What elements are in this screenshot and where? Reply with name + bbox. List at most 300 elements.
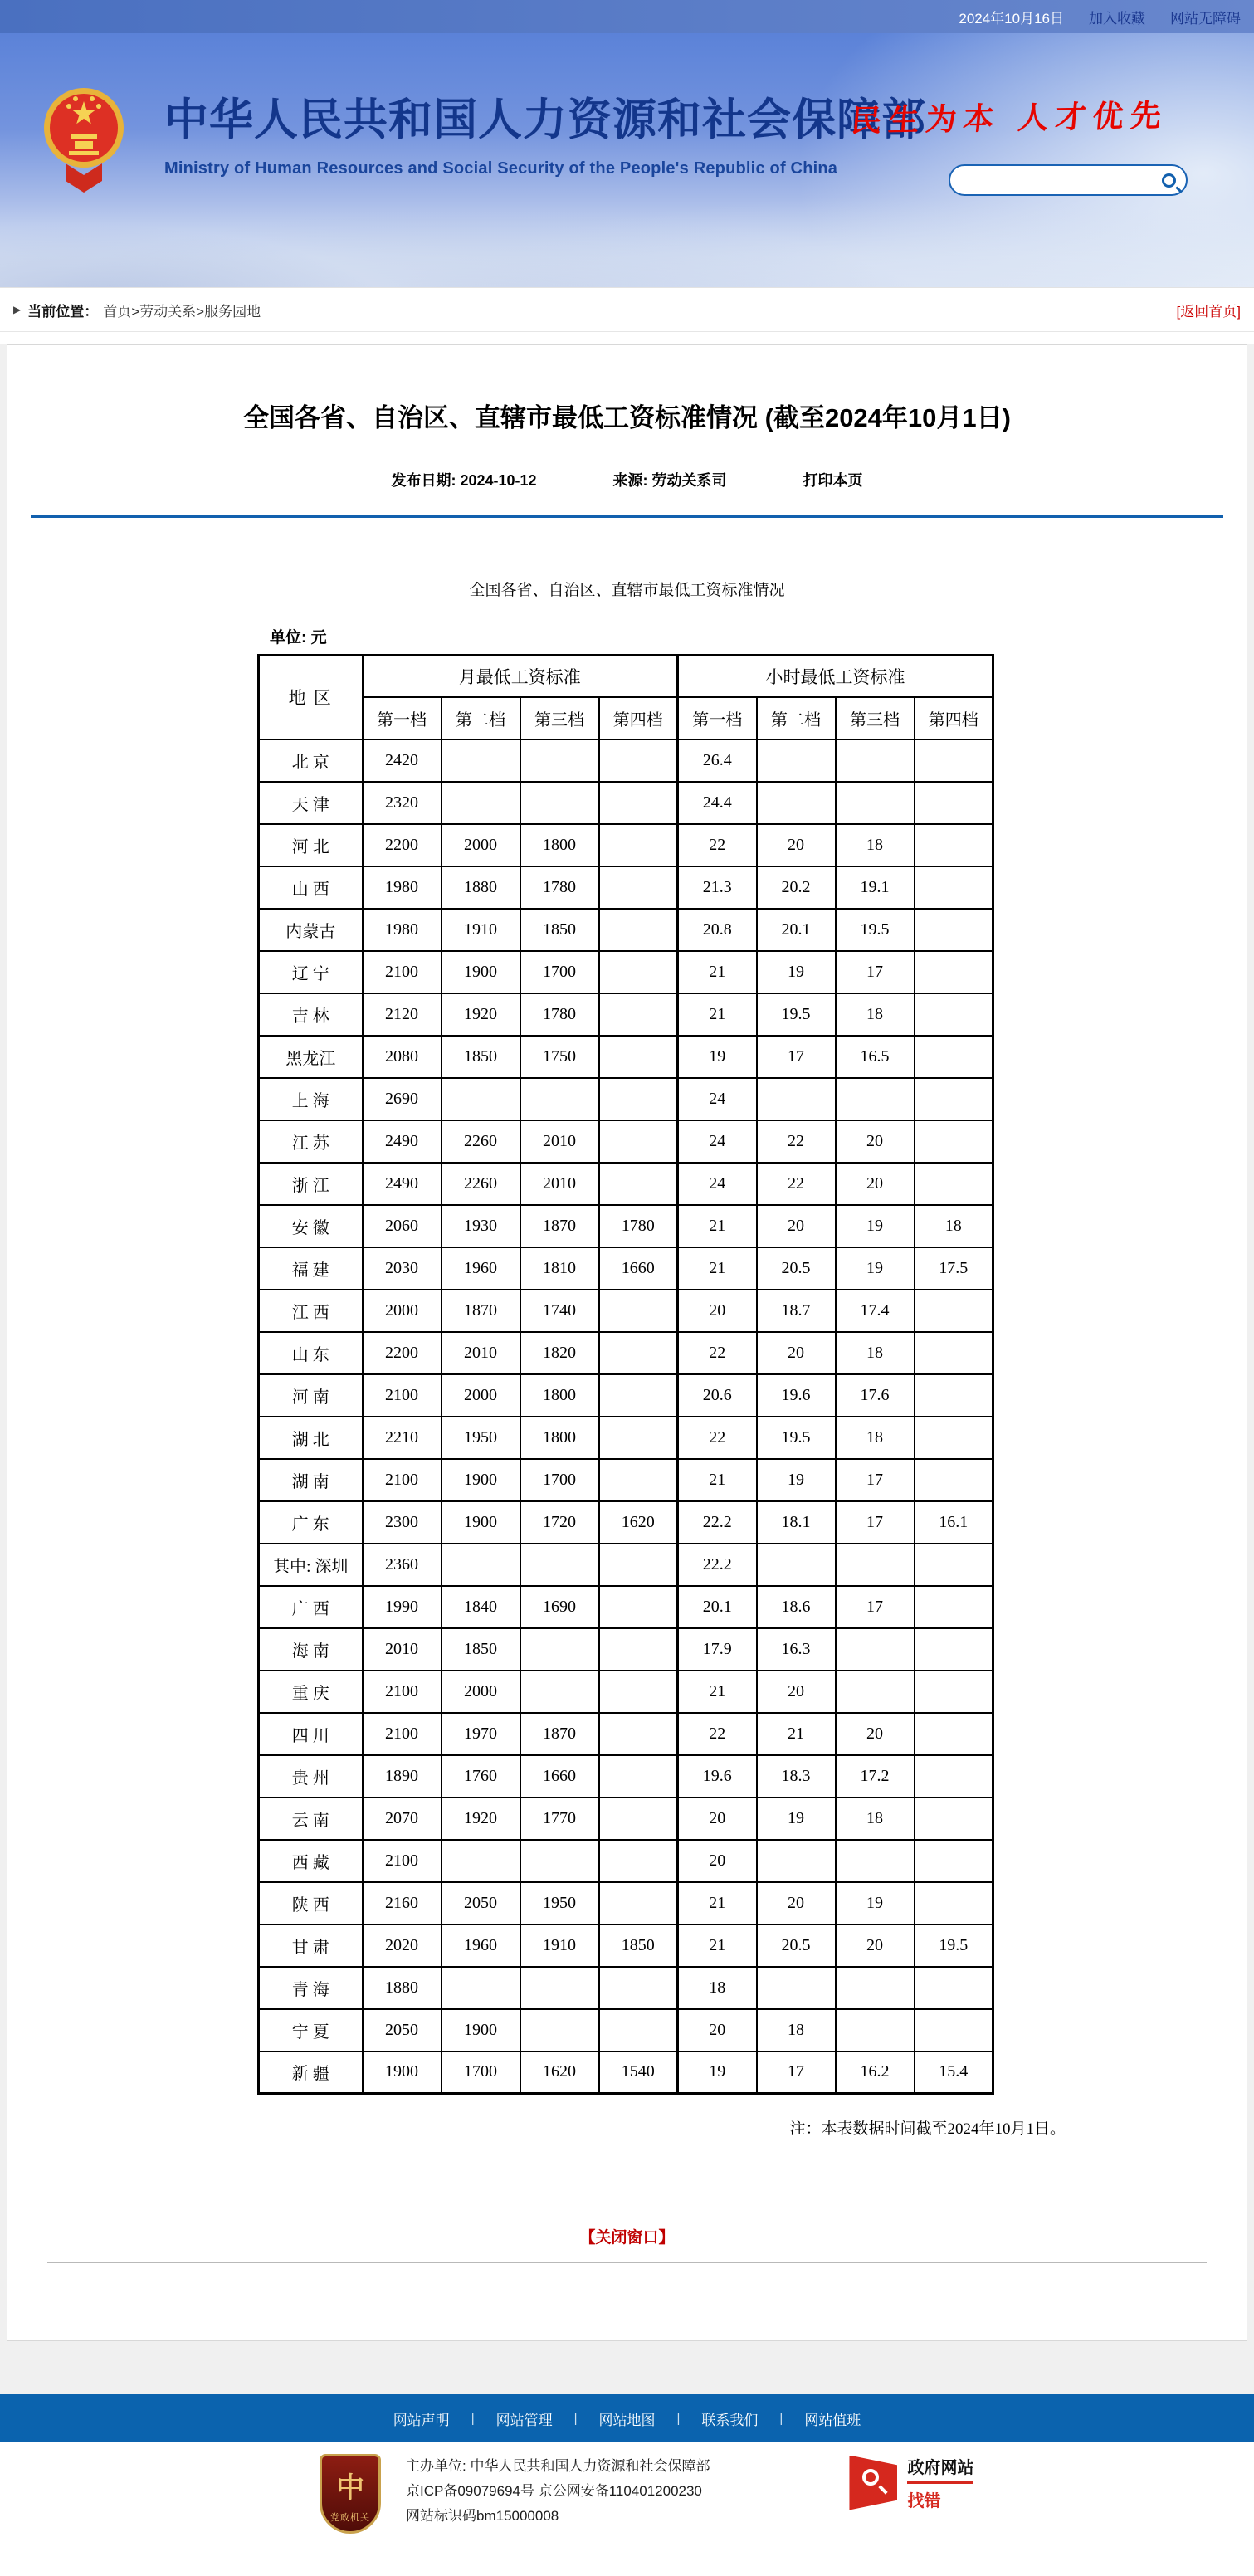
table-row [259,739,993,782]
breadcrumb-arrow-icon: ▶ [13,304,22,315]
hourly-wage-cell [757,1544,836,1586]
monthly-wage-cell: 1660 [599,1247,678,1290]
hourly-wage-cell: 16.3 [757,1628,836,1671]
hourly-wage-cell: 20.5 [757,1247,836,1290]
hourly-wage-cell: 19.5 [757,993,836,1036]
monthly-group-header: 月最低工资标准 [363,656,678,697]
tier-column-header: 第二档 [757,697,836,739]
table-row [259,1713,993,1755]
monthly-wage-cell: 2690 [363,1078,442,1120]
monthly-wage-cell [599,2009,678,2052]
hourly-wage-cell: 20 [757,1671,836,1713]
table-row [259,1755,993,1798]
print-page-link[interactable]: 打印本页 [803,472,863,489]
monthly-wage-cell [442,782,520,824]
monthly-wage-cell: 1910 [442,909,520,951]
region-cell: 山 东 [259,1332,363,1374]
table-row [259,1036,993,1078]
tier-column-header: 第二档 [442,697,520,739]
monthly-wage-cell: 2360 [363,1544,442,1586]
hourly-wage-cell: 20 [757,1205,836,1247]
monthly-wage-cell [599,993,678,1036]
region-cell: 上 海 [259,1078,363,1120]
national-emblem-logo [41,76,126,207]
table-row [259,1078,993,1120]
hourly-wage-cell: 17.9 [678,1628,757,1671]
hourly-wage-cell [915,1417,993,1459]
find-error-magnifier-icon [849,2456,897,2510]
footer-info [0,2442,1254,2576]
hourly-wage-cell: 24 [678,1120,757,1163]
top-utility-bar [0,0,1254,33]
monthly-wage-cell [599,866,678,909]
monthly-wage-cell [442,739,520,782]
monthly-wage-cell: 2260 [442,1163,520,1205]
ministry-title-cn: 中华人民共和国人力资源和社会保障部 [164,95,926,144]
hourly-wage-cell: 20 [757,1332,836,1374]
hourly-wage-cell: 18 [757,2009,836,2052]
tier-column-header: 第三档 [836,697,915,739]
footer-link-separator: | [676,2411,681,2426]
monthly-wage-cell [599,1713,678,1755]
government-badge-icon [320,2454,381,2534]
hourly-wage-cell: 21 [757,1713,836,1755]
hourly-wage-cell: 22.2 [678,1544,757,1586]
table-row [259,824,993,866]
region-cell: 内蒙古 [259,909,363,951]
monthly-wage-cell [599,1755,678,1798]
monthly-wage-cell: 1780 [520,993,599,1036]
table-row [259,782,993,824]
monthly-wage-cell: 2010 [442,1332,520,1374]
monthly-wage-cell: 2070 [363,1798,442,1840]
breadcrumb-bar [0,287,1254,332]
monthly-wage-cell: 2050 [363,2009,442,2052]
monthly-wage-cell: 2010 [520,1163,599,1205]
monthly-wage-cell: 2010 [363,1628,442,1671]
article-meta [7,469,1247,490]
hourly-wage-cell [915,1671,993,1713]
badge-band-label: 党政机关 [330,2513,370,2523]
hourly-wage-cell: 18.3 [757,1755,836,1798]
monthly-wage-cell: 1700 [520,1459,599,1501]
monthly-wage-cell [599,1882,678,1925]
region-cell: 浙 江 [259,1163,363,1205]
site-search-box [949,164,1188,196]
region-cell: 北 京 [259,739,363,782]
hourly-wage-cell [915,1628,993,1671]
hourly-wage-cell [915,909,993,951]
hourly-wage-cell: 18 [915,1205,993,1247]
monthly-wage-cell [599,1798,678,1840]
monthly-wage-cell [520,782,599,824]
hourly-wage-cell: 18.6 [757,1586,836,1628]
hourly-wage-cell: 20 [678,2009,757,2052]
hourly-wage-cell: 20.1 [678,1586,757,1628]
hourly-wage-cell: 16.5 [836,1036,915,1078]
hourly-wage-cell: 20 [836,1925,915,1967]
monthly-wage-cell: 1900 [442,2009,520,2052]
hourly-wage-cell: 17 [757,1036,836,1078]
close-window-button[interactable]: 【关闭窗口】 [579,2229,675,2247]
table-caption: 全国各省、自治区、直辖市最低工资标准情况 [469,582,785,599]
table-row [259,1586,993,1628]
region-cell: 山 西 [259,866,363,909]
region-cell: 其中: 深圳 [259,1544,363,1586]
hourly-wage-cell [915,739,993,782]
footer-link-separator: | [779,2411,783,2426]
hourly-wage-cell: 18 [836,1417,915,1459]
monthly-wage-cell [520,2009,599,2052]
hourly-wage-cell: 20 [678,1290,757,1332]
hourly-wage-cell: 20.8 [678,909,757,951]
monthly-wage-cell: 1970 [442,1713,520,1755]
hourly-wage-cell [915,1332,993,1374]
table-row [259,1967,993,2009]
hourly-wage-cell: 17 [836,1586,915,1628]
monthly-wage-cell [599,1290,678,1332]
hourly-wage-cell [915,951,993,993]
hourly-wage-cell: 15.4 [915,2052,993,2094]
monthly-wage-cell: 1800 [520,1417,599,1459]
monthly-wage-cell: 1540 [599,2052,678,2094]
hourly-wage-cell [836,782,915,824]
footer-link[interactable]: 网站管理 [495,2412,553,2428]
hourly-wage-cell [757,1967,836,2009]
monthly-wage-cell: 1850 [442,1628,520,1671]
bottom-divider [47,2262,1207,2263]
monthly-wage-cell: 1980 [363,866,442,909]
hourly-wage-cell: 21 [678,993,757,1036]
monthly-wage-cell: 2490 [363,1163,442,1205]
footer-link[interactable]: 联系我们 [701,2412,759,2428]
monthly-wage-cell: 1930 [442,1205,520,1247]
hourly-wage-cell [915,1036,993,1078]
monthly-wage-cell [520,1544,599,1586]
monthly-wage-cell: 1690 [520,1586,599,1628]
footer-nav-bar [0,2394,1254,2442]
monthly-wage-cell: 1750 [520,1036,599,1078]
table-row [259,1925,993,1967]
hourly-wage-cell [915,1290,993,1332]
hourly-wage-cell [915,1120,993,1163]
hourly-wage-cell: 20 [678,1840,757,1882]
site-code-line: 网站标识码bm15000008 [406,2508,559,2524]
hourly-wage-cell: 22 [678,1713,757,1755]
table-header-row-tiers [259,697,993,739]
region-cell: 陕 西 [259,1882,363,1925]
monthly-wage-cell: 2100 [363,1671,442,1713]
monthly-wage-cell: 1880 [442,866,520,909]
hourly-wage-cell [836,2009,915,2052]
tier-column-header: 第一档 [363,697,442,739]
close-window-row [7,2225,1247,2247]
monthly-wage-cell: 1870 [520,1205,599,1247]
monthly-wage-cell: 2200 [363,1332,442,1374]
search-icon[interactable] [1162,173,1176,188]
hourly-wage-cell [915,866,993,909]
table-row [259,909,993,951]
article-card [7,344,1247,2341]
monthly-wage-cell: 2010 [520,1120,599,1163]
monthly-wage-cell: 1760 [442,1755,520,1798]
back-home-link[interactable]: [返回首页] [1176,303,1241,320]
hourly-wage-cell: 17 [836,1501,915,1544]
monthly-wage-cell: 1850 [442,1036,520,1078]
monthly-wage-cell [599,1459,678,1501]
title-divider [31,515,1223,518]
monthly-wage-cell [442,1967,520,2009]
table-row [259,1247,993,1290]
monthly-wage-cell [599,739,678,782]
monthly-wage-cell [599,909,678,951]
hourly-wage-cell: 22 [757,1120,836,1163]
monthly-wage-cell: 1960 [442,1925,520,1967]
hourly-wage-cell [836,1967,915,2009]
region-cell: 广 西 [259,1586,363,1628]
breadcrumb-path[interactable]: 首页>劳动关系>服务园地 [103,303,261,320]
region-cell: 青 海 [259,1967,363,2009]
monthly-wage-cell [599,1332,678,1374]
hourly-wage-cell: 19 [678,2052,757,2094]
region-cell: 辽 宁 [259,951,363,993]
hourly-wage-cell: 19.6 [757,1374,836,1417]
hourly-wage-cell [915,1163,993,1205]
table-row [259,1798,993,1840]
footer-link-separator: | [573,2411,578,2426]
monthly-wage-cell [442,1840,520,1882]
monthly-wage-cell [520,739,599,782]
badge-emblem-glyph: 中 [336,2471,364,2505]
table-row [259,1840,993,1882]
hourly-wage-cell: 24 [678,1163,757,1205]
hourly-wage-cell: 20 [836,1713,915,1755]
hourly-wage-cell: 19 [757,1459,836,1501]
region-cell: 广 东 [259,1501,363,1544]
footer-link[interactable]: 网站地图 [598,2412,656,2428]
table-row [259,1205,993,1247]
hourly-wage-cell: 19.1 [836,866,915,909]
monthly-wage-cell [599,1544,678,1586]
table-row [259,1459,993,1501]
monthly-wage-cell: 1920 [442,1798,520,1840]
hourly-wage-cell: 16.2 [836,2052,915,2094]
hourly-wage-cell: 21 [678,1247,757,1290]
hourly-wage-cell: 17 [757,2052,836,2094]
hourly-wage-cell: 17.6 [836,1374,915,1417]
hourly-wage-cell [836,1544,915,1586]
region-cell: 宁 夏 [259,2009,363,2052]
hourly-wage-cell [836,1628,915,1671]
monthly-wage-cell: 2210 [363,1417,442,1459]
monthly-wage-cell: 2060 [363,1205,442,1247]
footer-link[interactable]: 网站值班 [804,2412,861,2428]
page-background [0,344,1254,2394]
hourly-wage-cell: 22 [678,824,757,866]
monthly-wage-cell [599,1967,678,2009]
monthly-wage-cell: 1800 [520,1374,599,1417]
monthly-wage-cell: 1900 [442,1459,520,1501]
accessibility-link[interactable]: 网站无障碍 [1170,10,1241,27]
table-row [259,1671,993,1713]
hourly-wage-cell: 20 [757,824,836,866]
monthly-wage-cell: 2100 [363,1840,442,1882]
monthly-wage-cell: 1800 [520,824,599,866]
table-unit-label: 单位: 元 [270,629,327,646]
ministry-title-en: Ministry of Human Resources and Social Security of the People's Republic of China [164,159,838,178]
hourly-wage-cell [915,1078,993,1120]
hourly-wage-cell [915,782,993,824]
monthly-wage-cell: 1920 [442,993,520,1036]
hourly-wage-cell: 20.6 [678,1374,757,1417]
monthly-wage-cell [599,1163,678,1205]
monthly-wage-cell: 1900 [442,951,520,993]
find-error-line2: 找错 [907,2492,941,2510]
ministry-titles [164,85,926,178]
region-cell: 江 苏 [259,1120,363,1163]
hourly-wage-cell: 22.2 [678,1501,757,1544]
table-row [259,1628,993,1671]
hourly-wage-cell [915,1840,993,1882]
hourly-wage-cell: 19.5 [836,909,915,951]
region-cell: 贵 州 [259,1755,363,1798]
table-row [259,1544,993,1586]
monthly-wage-cell [599,1374,678,1417]
search-input[interactable] [962,168,1162,193]
table-row [259,993,993,1036]
monthly-wage-cell: 1780 [599,1205,678,1247]
monthly-wage-cell [599,1036,678,1078]
monthly-wage-cell [520,1840,599,1882]
monthly-wage-cell: 1660 [520,1755,599,1798]
monthly-wage-cell: 1720 [520,1501,599,1544]
monthly-wage-cell: 1820 [520,1332,599,1374]
monthly-wage-cell: 1700 [442,2052,520,2094]
table-row [259,1290,993,1332]
monthly-wage-cell: 1960 [442,1247,520,1290]
table-note: 注：本表数据时间截至2024年10月1日。 [789,2120,1066,2138]
slogan-calligraphy: 民生为本 人才优先 [849,96,1169,139]
hourly-wage-cell: 20 [678,1798,757,1840]
region-cell: 甘 肃 [259,1925,363,1967]
monthly-wage-cell [599,1586,678,1628]
monthly-wage-cell: 2100 [363,1459,442,1501]
monthly-wage-cell: 2100 [363,951,442,993]
monthly-wage-cell [599,1628,678,1671]
table-row [259,1882,993,1925]
monthly-wage-cell: 2000 [442,1671,520,1713]
host-info-block [406,2454,710,2529]
monthly-wage-cell: 2200 [363,824,442,866]
hourly-wage-cell: 17 [836,1459,915,1501]
hourly-wage-cell [915,1755,993,1798]
hourly-wage-cell: 18.7 [757,1290,836,1332]
monthly-wage-cell [599,951,678,993]
table-row [259,1417,993,1459]
region-cell: 西 藏 [259,1840,363,1882]
monthly-wage-cell [599,1417,678,1459]
monthly-wage-cell: 1900 [442,1501,520,1544]
region-cell: 天 津 [259,782,363,824]
add-favorite-link[interactable]: 加入收藏 [1089,10,1145,27]
hourly-wage-cell [915,824,993,866]
publish-date: 发布日期: 2024-10-12 [391,472,537,489]
hourly-wage-cell: 17.5 [915,1247,993,1290]
tier-column-header: 第一档 [678,697,757,739]
footer-link-separator: | [471,2411,475,2426]
hourly-wage-cell: 21 [678,1671,757,1713]
hourly-wage-cell: 20 [757,1882,836,1925]
hourly-wage-cell [757,739,836,782]
monthly-wage-cell [442,1544,520,1586]
article-source: 来源: 劳动关系司 [612,472,727,489]
hourly-wage-cell: 21 [678,1459,757,1501]
hourly-wage-cell: 18 [836,993,915,1036]
monthly-wage-cell: 1980 [363,909,442,951]
monthly-wage-cell: 2080 [363,1036,442,1078]
monthly-wage-cell: 1890 [363,1755,442,1798]
hourly-wage-cell: 21 [678,1925,757,1967]
hourly-wage-cell [915,993,993,1036]
hourly-wage-cell: 19.5 [757,1417,836,1459]
hourly-wage-cell: 21 [678,951,757,993]
monthly-wage-cell: 2000 [442,1374,520,1417]
monthly-wage-cell: 1870 [442,1290,520,1332]
monthly-wage-cell: 2020 [363,1925,442,1967]
monthly-wage-cell: 2000 [363,1290,442,1332]
hourly-wage-cell: 17.4 [836,1290,915,1332]
hourly-wage-cell: 20.5 [757,1925,836,1967]
tier-column-header: 第三档 [520,697,599,739]
hourly-wage-cell [915,1713,993,1755]
region-cell: 海 南 [259,1628,363,1671]
table-row [259,1332,993,1374]
table-row [259,1501,993,1544]
tier-column-header: 第四档 [599,697,678,739]
hourly-wage-cell: 19 [678,1036,757,1078]
table-row [259,951,993,993]
find-error-text [907,2454,973,2511]
hourly-wage-cell [757,782,836,824]
monthly-wage-cell: 1740 [520,1290,599,1332]
hourly-wage-cell [836,1078,915,1120]
monthly-wage-cell: 1990 [363,1586,442,1628]
hourly-wage-cell [915,1798,993,1840]
footer-link[interactable]: 网站声明 [393,2412,450,2428]
hourly-wage-cell [915,1882,993,1925]
find-error-badge[interactable] [849,2454,973,2511]
region-cell: 吉 林 [259,993,363,1036]
monthly-wage-cell [520,1078,599,1120]
hourly-wage-cell [757,1078,836,1120]
hourly-wage-cell: 22 [678,1417,757,1459]
region-cell: 重 庆 [259,1671,363,1713]
region-cell: 四 川 [259,1713,363,1755]
monthly-wage-cell [442,1078,520,1120]
monthly-wage-cell: 2000 [442,824,520,866]
hourly-wage-cell [915,1544,993,1586]
monthly-wage-cell: 2120 [363,993,442,1036]
monthly-wage-cell [599,824,678,866]
hourly-wage-cell [915,2009,993,2052]
hourly-wage-cell: 17 [836,951,915,993]
monthly-wage-cell: 1900 [363,2052,442,2094]
table-row [259,2009,993,2052]
monthly-wage-cell [599,1078,678,1120]
monthly-wage-cell: 1840 [442,1586,520,1628]
monthly-wage-cell: 2030 [363,1247,442,1290]
hourly-wage-cell: 21.3 [678,866,757,909]
